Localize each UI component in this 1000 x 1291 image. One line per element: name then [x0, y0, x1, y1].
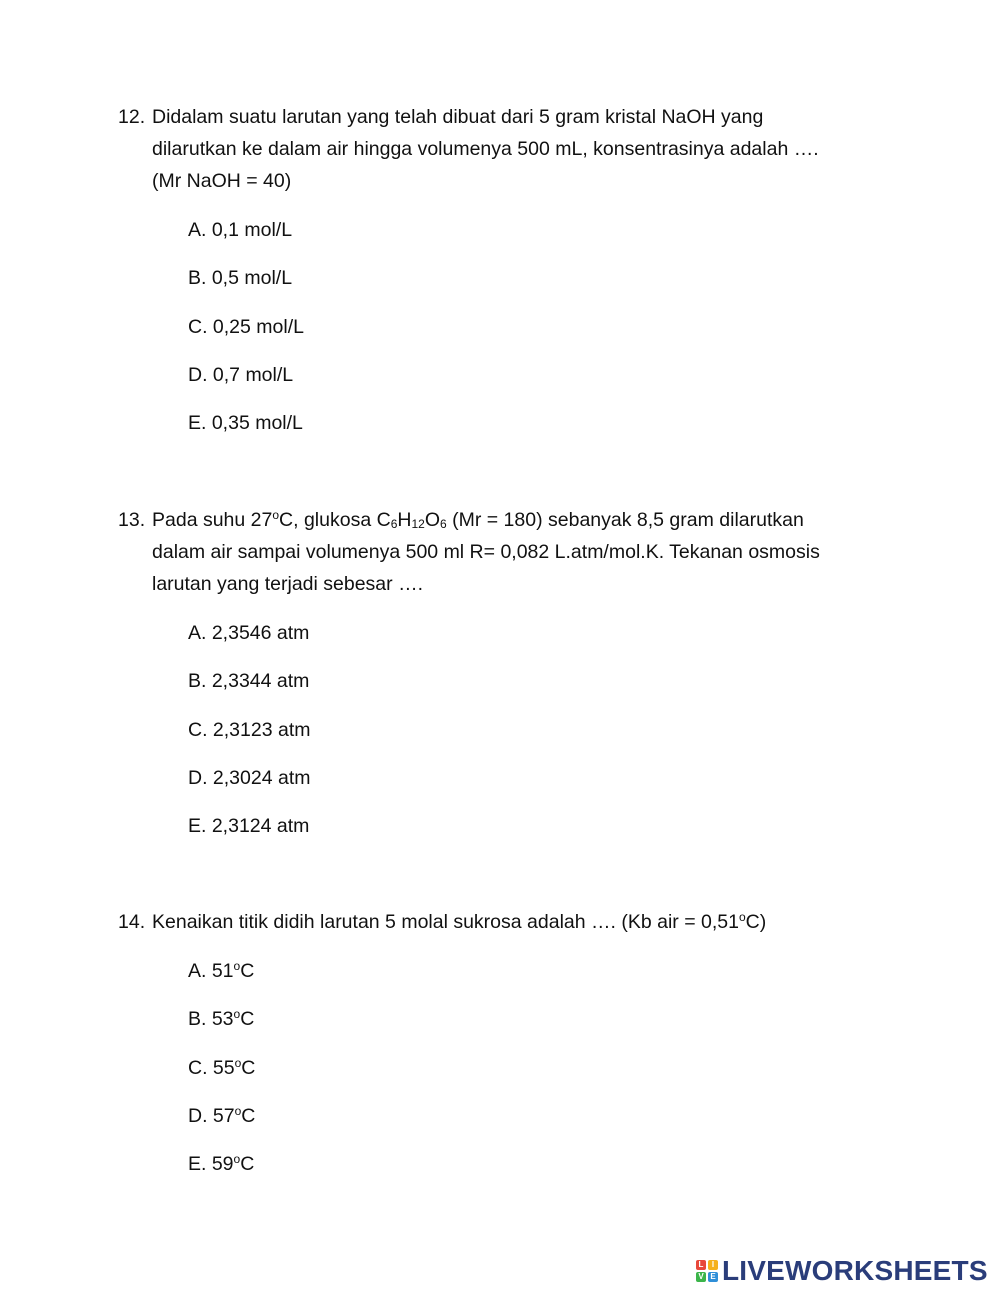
question-number: 14.: [118, 911, 146, 933]
answer-option-d[interactable]: D. 0,7 mol/L: [188, 364, 294, 386]
answer-option-e[interactable]: E. 0,35 mol/L: [188, 412, 303, 434]
question-text-line: [118, 504, 908, 536]
question-text-line: [118, 906, 908, 938]
answer-option-e[interactable]: E. 2,3124 atm: [188, 815, 310, 837]
question-text-line: [118, 568, 908, 600]
brand-text: LIVEWORKSHEETS: [722, 1255, 988, 1286]
answer-option-c[interactable]: C. 0,25 mol/L: [188, 316, 304, 338]
answer-option-a[interactable]: A. 51$^o$C: [188, 959, 255, 982]
question-text-line: [118, 101, 908, 133]
answer-option-a[interactable]: A. 2,3546 atm: [188, 622, 310, 644]
question-text: (Mr NaOH = 40): [152, 170, 292, 192]
question-text: Didalam suatu larutan yang telah dibuat dari 5 gram kristal NaOH yang: [152, 106, 764, 128]
logo-tile-e: E: [708, 1272, 718, 1282]
answer-option-e[interactable]: E. 59$^o$C: [188, 1152, 255, 1175]
question-12: [118, 101, 908, 434]
question-text-line: [118, 165, 908, 197]
logo-tile-v: V: [696, 1272, 706, 1282]
question-text: larutan yang terjadi sebesar ….: [152, 573, 423, 595]
question-13: [118, 504, 908, 837]
question-text: Kenaikan titik didih larutan 5 molal sukrosa adalah …. (Kb air = $0,51^oC$): [152, 910, 767, 933]
answer-option-d[interactable]: D. 2,3024 atm: [188, 767, 311, 789]
logo-tile-l: L: [696, 1260, 706, 1270]
answer-option-a[interactable]: A. 0,1 mol/L: [188, 219, 293, 241]
answer-option-b[interactable]: B. 0,5 mol/L: [188, 267, 293, 289]
answer-option-b[interactable]: B. 2,3344 atm: [188, 670, 310, 692]
liveworksheets-logo[interactable]: [696, 1256, 988, 1286]
question-number: 13.: [118, 509, 146, 531]
liveworksheets-logo-icon: [696, 1260, 718, 1282]
answer-option-b[interactable]: B. 53$^o$C: [188, 1007, 255, 1030]
question-text: dilarutkan ke dalam air hingga volumenya 500 mL, konsentrasinya adalah ….: [152, 138, 819, 160]
question-14: [118, 906, 908, 1175]
question-number: 12.: [118, 106, 146, 128]
logo-tile-i: I: [708, 1260, 718, 1270]
question-text-line: [118, 133, 908, 165]
question-text: Pada suhu 27$^o$C, glukosa $C_6H_{12}O_6$ (Mr = 180) sebanyak 8,5 gram dilarutkan: [152, 508, 804, 531]
question-text-line: [118, 536, 908, 568]
question-text: dalam air sampai volumenya 500 ml R= 0,082 L.atm/mol.K. Tekanan osmosis: [152, 541, 820, 563]
answer-option-d[interactable]: D. 57$^o$C: [188, 1104, 256, 1127]
answer-option-c[interactable]: C. 55$^o$C: [188, 1056, 256, 1079]
answer-option-c[interactable]: C. 2,3123 atm: [188, 719, 311, 741]
